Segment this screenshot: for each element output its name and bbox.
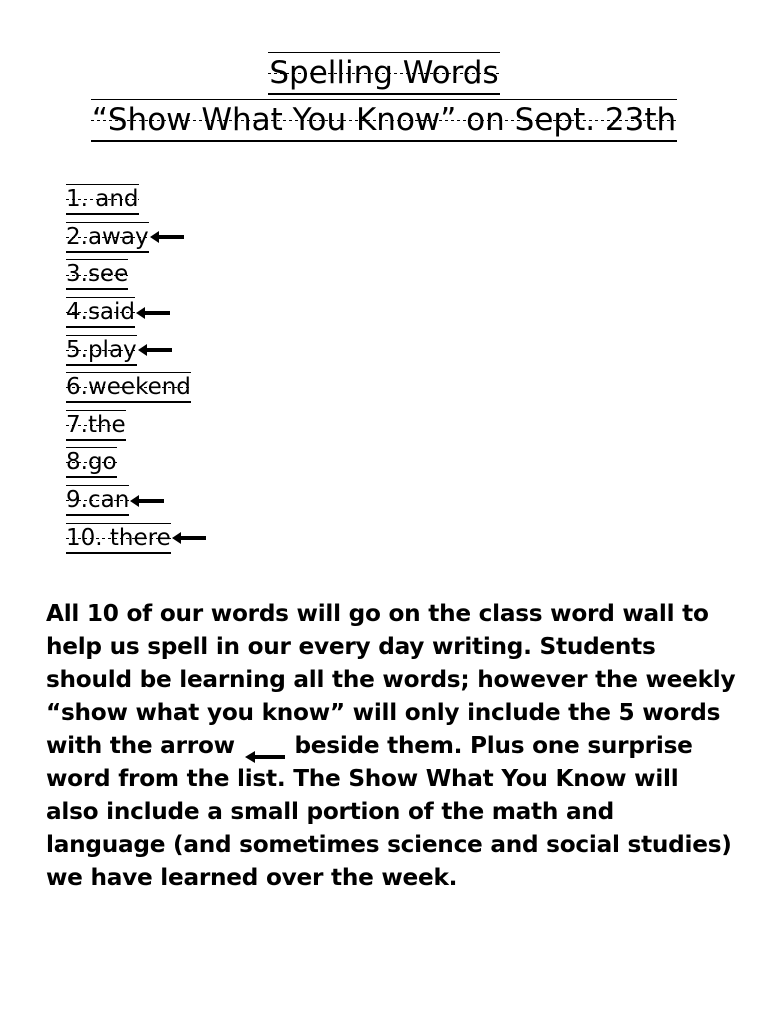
spelling-word: weekend — [87, 374, 191, 401]
word-entry — [66, 222, 149, 253]
word-entry — [66, 410, 126, 441]
word-list-item — [66, 482, 206, 520]
paragraph-text-after-arrow: beside them. Plus one surprise word from the list. The Show What You Know will also include a small portion of the math and language (and sometimes science and social studies) we have learned over the week. — [46, 732, 732, 891]
word-entry — [66, 259, 128, 290]
spelling-word: can — [87, 487, 130, 514]
left-arrow-icon — [150, 230, 184, 244]
word-entry — [66, 297, 135, 328]
spelling-word: there — [109, 524, 171, 551]
left-arrow-icon — [172, 531, 206, 545]
left-arrow-icon — [138, 343, 172, 357]
word-number: 1. — [66, 186, 88, 213]
spelling-word: said — [87, 299, 136, 326]
word-entry — [66, 485, 129, 516]
left-arrow-icon — [130, 494, 164, 508]
spelling-word: play — [87, 336, 137, 363]
left-arrow-icon — [136, 306, 170, 320]
paragraph-text-before-arrow: All 10 of our words will go on the class word wall to help us spell in our every day writing. Students should be learning all the words; however the weekly “show what you know” will only include the 5 words with the arrow — [46, 600, 736, 759]
spelling-word: see — [87, 261, 129, 288]
word-number: 8. — [66, 449, 88, 476]
word-number: 10. — [66, 524, 103, 551]
word-list-item — [66, 407, 206, 445]
spelling-word: go — [87, 449, 117, 476]
word-list-item — [66, 219, 206, 257]
word-list-item — [66, 519, 206, 557]
title-line-2 — [0, 99, 768, 142]
word-number: 3. — [66, 261, 88, 288]
word-list-item — [66, 256, 206, 294]
word-list-item — [66, 369, 206, 407]
left-arrow-icon — [245, 740, 285, 754]
word-number: 7. — [66, 411, 88, 438]
word-number: 4. — [66, 299, 88, 326]
title-spelling-words: Spelling Words — [268, 52, 499, 95]
instructions-paragraph — [46, 597, 736, 894]
word-number: 5. — [66, 336, 88, 363]
word-list-item — [66, 331, 206, 369]
spelling-word: the — [87, 411, 126, 438]
word-list-item — [66, 181, 206, 219]
word-entry — [66, 184, 139, 215]
spelling-word: away — [87, 223, 149, 250]
word-list-item — [66, 444, 206, 482]
word-entry — [66, 523, 171, 554]
title-show-what-you-know: “Show What You Know” on Sept. 23th — [91, 99, 677, 142]
spelling-word-list — [66, 181, 206, 557]
word-entry — [66, 372, 191, 403]
title-line-1 — [0, 52, 768, 95]
word-list-item — [66, 294, 206, 332]
word-number: 9. — [66, 487, 88, 514]
word-number: 2. — [66, 223, 88, 250]
word-number: 6. — [66, 374, 88, 401]
spelling-word: and — [95, 186, 139, 213]
word-entry — [66, 447, 117, 478]
word-entry — [66, 335, 137, 366]
